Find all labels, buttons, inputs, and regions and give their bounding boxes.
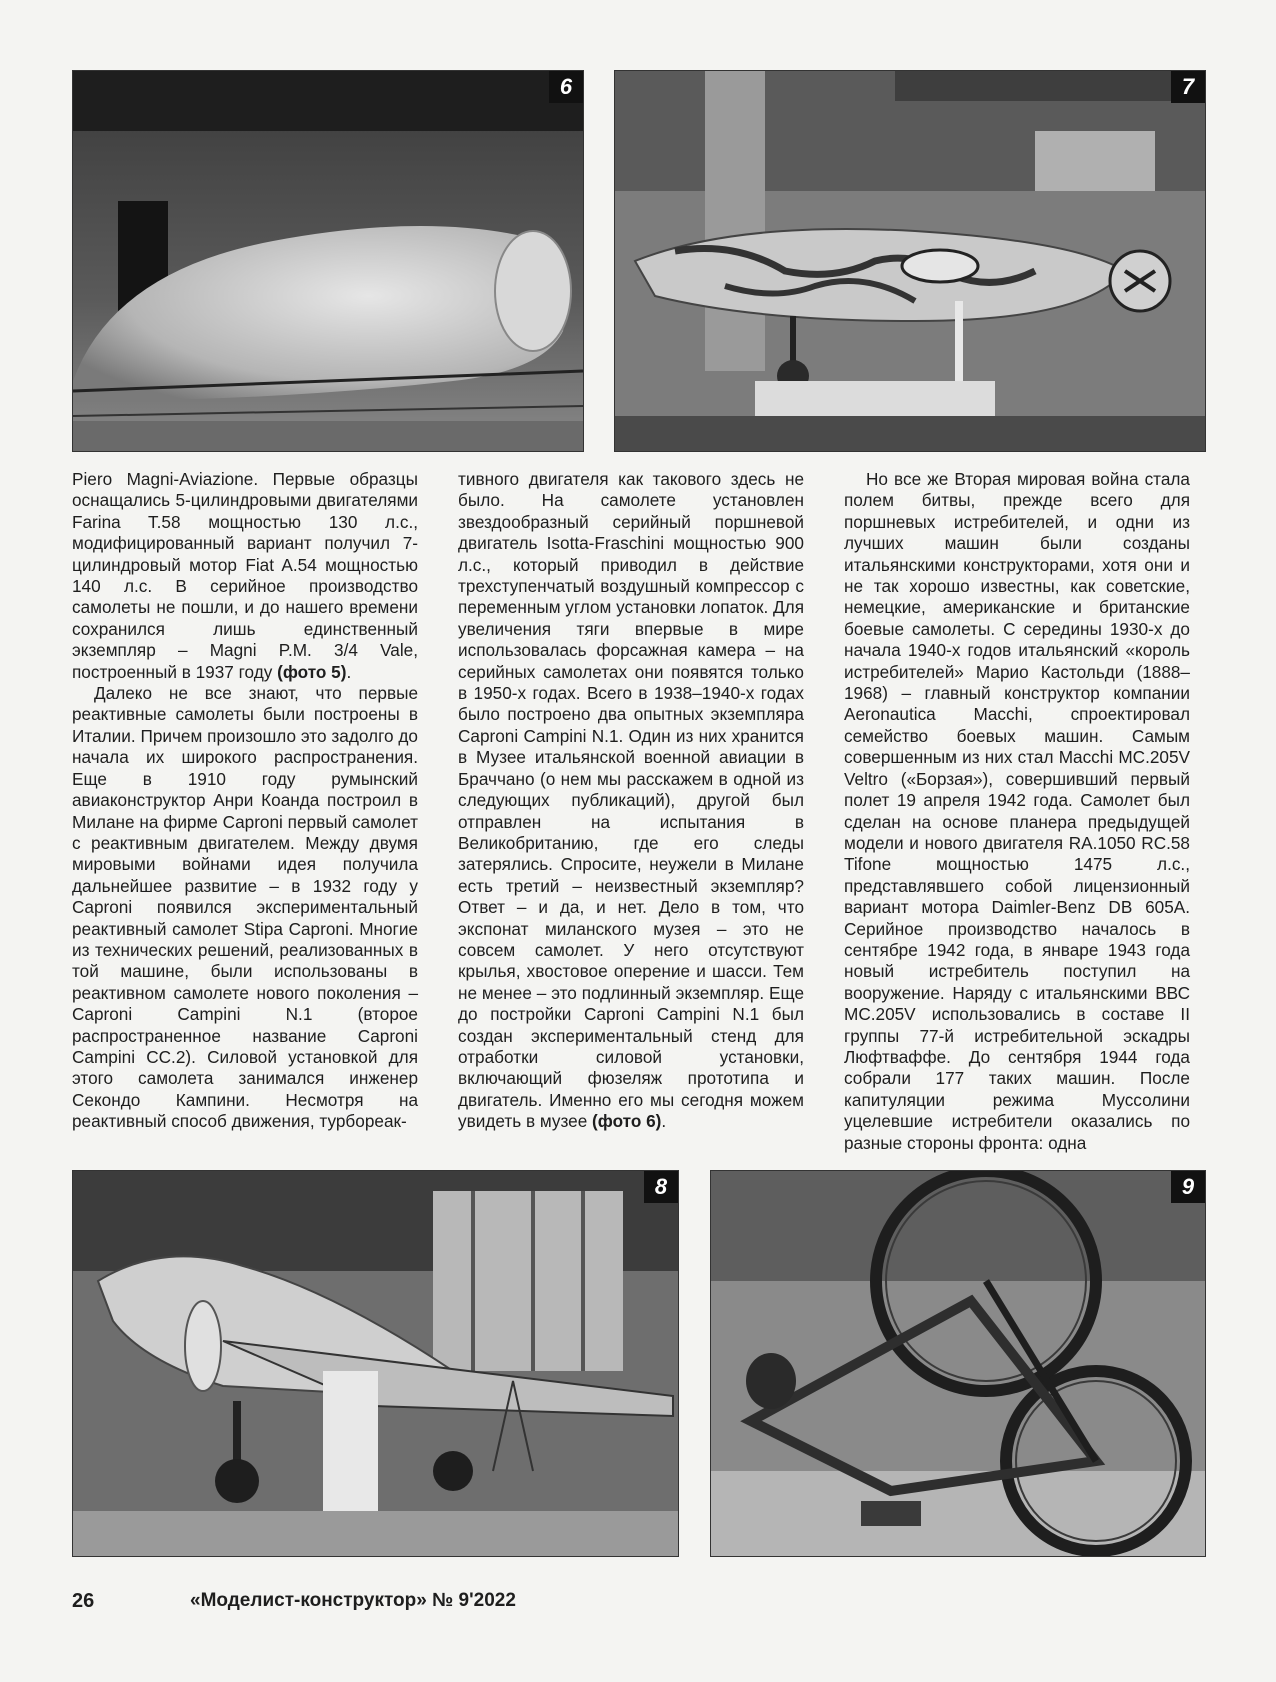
paragraph — [458, 469, 804, 1133]
photo-8 — [72, 1170, 679, 1557]
page-number: 26 — [72, 1590, 95, 1612]
photo-reference: (фото 6) — [592, 1111, 662, 1132]
text-run: Но все же Вторая мировая война стала полем битвы, прежде всего для поршневых истребителей, и одни из лучших машин были созданы итальянскими конструкторами, хотя они и не так хорошо известны, как советские, немецкие, американские и британские боевые самолеты. С середины 1930-х до начала 1940-х годов итальянский «король истребителей» Марио Кастольди (1888–1968) – главный конструктор компании Aeronautica Macchi, спроектировал семейство боевых машин. Самым совершенным из них стал Macchi MC.205V Veltro («Борзая»), совершивший первый полет 19 апреля 1942 года. Самолет был сделан на основе планера предыдущей модели и нового двигателя RA.1050 RC.58 Tifone мощностью 1475 л.с., представлявшего собой лицензионный вариант мотора Daimler-Benz DB 605A. Серийное производство началось в сентябре 1942 года, в январе 1943 года новый истребитель поступил на вооружение. Наряду с итальянскими ВВС MC.205V использовались в составе II группы 77-й истребительной эскадры Люфтваффе. До сентября 1944 года собрали 177 таких машин. После капитуляции режима Муссолини уцелевшие истребители оказались по разные стороны фронта: одна — [844, 469, 1190, 1153]
photo-6 — [72, 70, 584, 452]
photo-7-image — [615, 71, 1205, 451]
photo-number-badge: 8 — [644, 1171, 678, 1203]
photo-6-image — [73, 71, 583, 451]
photo-7 — [614, 70, 1206, 452]
text-run: Далеко не все знают, что первые реактивные самолеты были построены в Италии. Причем произошло это задолго до начала их широкого распространения. Еще в 1910 году румынский авиаконструктор Анри Коанда построил в Милане на фирме Caproni первый самолет с реактивным двигателем. Между двумя мировыми войнами идея получила дальнейшее развитие – в 1932 году у Caproni появился экспериментальный реактивный самолет Stipa Caproni. Многие из технических решений, реализованных в той машине, были использованы в реактивном самолете нового поколения – Caproni Campini N.1 (второе распространенное название Caproni Campini CC.2). Силовой установкой для этого самолета занимался инженер Секондо Кампини. Несмотря на реактивный способ движения, турбореак- — [72, 683, 418, 1132]
paragraph — [72, 469, 418, 683]
text-run: тивного двигателя как такового здесь не было. На самолете установлен звездообразный серийный поршневой двигатель Isotta-Fraschini мощностью 900 л.с., который приводил в действие трехступенчатый воздушный компрессор с переменным углом установки лопаток. Для увеличения тяги впервые в мире использовалась форсажная камера – на серийных самолетах они появятся только в 1950-х годах. Всего в 1938–1940-х годах было построено два опытных экземпляра Caproni Campini N.1. Один из них хранится в Музее итальянской военной авиации в Браччано (о нем мы расскажем в одной из следующих публикаций), другой был отправлен на испытания в Великобританию, где его следы затерялись. Спросите, неужели в Милане есть третий – неизвестный экземпляр? Ответ – и да, и нет. Дело в том, что экспонат миланского музея – это не совсем самолет. У него отсутствуют крылья, хвостовое оперение и шасси. Тем не менее – это подлинный экземпляр. Еще до постройки Caproni Campini N.1 был создан экспериментальный стенд для отработки силовой установки, включающий фюзеляж прототипа и двигатель. Именно его мы сегодня можем увидеть в музее — [458, 469, 805, 1132]
text-run: . — [661, 1111, 667, 1132]
photo-8-image — [73, 1171, 678, 1556]
paragraph — [844, 469, 1190, 1154]
photo-number-badge: 7 — [1171, 71, 1205, 103]
text-column-3 — [844, 469, 1190, 1154]
photo-reference: (фото 5) — [277, 661, 347, 682]
text-run: Piero Magni-Aviazione. Первые образцы оснащались 5-цилиндровыми двигателями Farina T.58 мощностью 130 л.с., модифицированный вариант получил 7-цилиндровый мотор Fiat A.54 мощностью 140 л.с. В серийное производство самолеты не пошли, и до нашего времени сохранился лишь единственный экземпляр – Magni P.M. 3/4 Vale, построенный в 1937 году — [72, 469, 418, 682]
photo-9 — [710, 1170, 1206, 1557]
text-column-1 — [72, 469, 418, 1133]
photo-number-badge: 6 — [549, 71, 583, 103]
magazine-title: «Моделист-конструктор» № 9'2022 — [190, 1590, 516, 1611]
text-column-2 — [458, 469, 804, 1133]
photo-9-image — [711, 1171, 1205, 1556]
paragraph — [72, 683, 418, 1133]
photo-number-badge: 9 — [1171, 1171, 1205, 1203]
text-run: . — [346, 661, 352, 682]
